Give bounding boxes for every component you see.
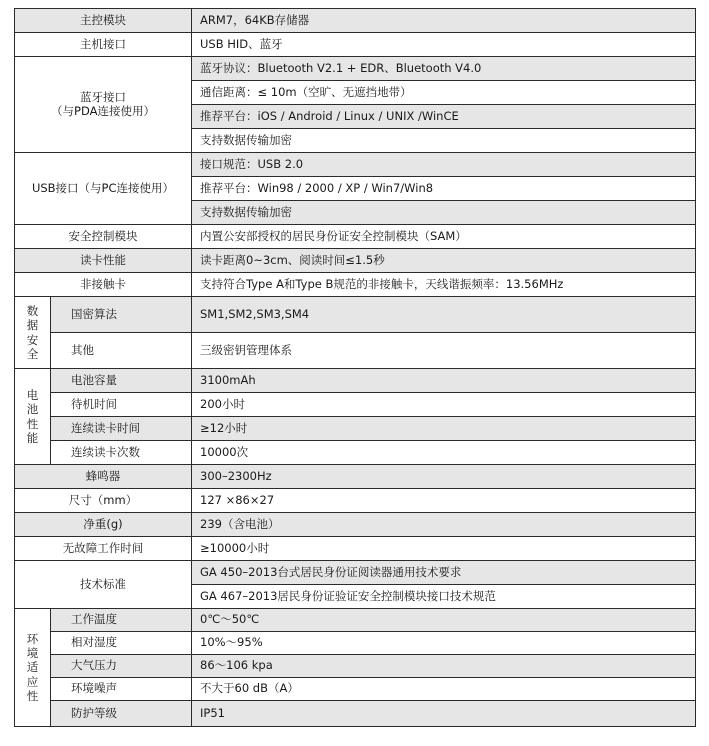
spec-value-cell: 300–2300Hz [192, 465, 696, 489]
spec-value-cell: 内置公安部授权的居民身份证安全控制模块（SAM） [192, 225, 696, 249]
spec-value-cell: 支持符合Type A和Type B规范的非接触卡，天线谐振频率：13.56MHz [192, 273, 696, 297]
group-label-char: 性 [26, 689, 39, 704]
group-label-char: 池 [26, 402, 39, 417]
spec-value-cell: GA 467–2013居民身份证验证安全控制模块接口技术规范 [192, 585, 696, 609]
table-row [15, 537, 696, 561]
label-line: 蓝牙接口 [80, 89, 126, 104]
spec-value-cell: 支持数据传输加密 [192, 129, 696, 153]
table-row [15, 333, 696, 369]
spec-value-cell: IP51 [192, 701, 696, 727]
spec-sub-label-cell: 相对湿度 [51, 632, 192, 655]
spec-value-cell: 推荐平台：iOS / Android / Linux / UNIX /WinCE [192, 105, 696, 129]
spec-value-cell: ≥10000小时 [192, 537, 696, 561]
spec-label-cell: 尺寸（mm） [15, 489, 192, 513]
spec-label-cell: USB接口（与PC连接使用） [15, 153, 192, 225]
spec-label-cell: 主控模块 [15, 9, 192, 33]
group-label-char: 性 [26, 416, 39, 431]
spec-value-cell: 10%～95% [192, 632, 696, 655]
spec-value-cell: 通信距离：≤ 10m（空旷、无遮挡地带） [192, 81, 696, 105]
table-row [15, 57, 696, 81]
table-row [15, 369, 696, 393]
table-row [15, 655, 696, 678]
spec-value-cell: SM1,SM2,SM3,SM4 [192, 297, 696, 333]
group-label-cell [15, 369, 51, 465]
group-label-char: 环 [26, 631, 39, 646]
table-row [15, 513, 696, 537]
table-row [15, 701, 696, 727]
spec-sub-label-cell: 工作温度 [51, 609, 192, 632]
spec-value-cell: 蓝牙协议：Bluetooth V2.1 + EDR、Bluetooth V4.0 [192, 57, 696, 81]
spec-value-cell: 3100mAh [192, 369, 696, 393]
spec-sub-label-cell: 防护等级 [51, 701, 192, 727]
spec-label-cell: 技术标准 [15, 561, 192, 609]
spec-label-cell [15, 57, 192, 153]
group-label-char: 适 [26, 660, 39, 675]
spec-sub-label-cell: 待机时间 [51, 393, 192, 417]
spec-value-cell: 读卡距离0~3cm、阅读时间≤1.5秒 [192, 249, 696, 273]
spec-sub-label-cell: 连续读卡次数 [51, 441, 192, 465]
spec-sub-label-cell: 其他 [51, 333, 192, 369]
group-label-char: 安 [26, 332, 39, 347]
spec-value-cell: 支持数据传输加密 [192, 201, 696, 225]
table-row [15, 225, 696, 249]
table-row [15, 489, 696, 513]
spec-value-cell: 推荐平台：Win98 / 2000 / XP / Win7/Win8 [192, 177, 696, 201]
spec-label-cell: 读卡性能 [15, 249, 192, 273]
table-row [15, 9, 696, 33]
table-row [15, 153, 696, 177]
spec-label-cell: 非接触卡 [15, 273, 192, 297]
spec-table [14, 8, 696, 727]
group-label-char: 据 [26, 318, 39, 333]
spec-value-cell: 127 ×86×27 [192, 489, 696, 513]
table-row [15, 465, 696, 489]
table-row [15, 297, 696, 333]
group-label-char: 全 [26, 346, 39, 361]
table-row [15, 561, 696, 585]
spec-value-cell: 200小时 [192, 393, 696, 417]
group-label-char: 数 [26, 303, 39, 318]
table-row [15, 441, 696, 465]
spec-value-cell: 三级密钥管理体系 [192, 333, 696, 369]
label-line: （与PDA连接使用） [51, 103, 155, 118]
table-row [15, 249, 696, 273]
group-label-char: 能 [26, 430, 39, 445]
spec-value-cell: ARM7，64KB存储器 [192, 9, 696, 33]
spec-label-cell: 无故障工作时间 [15, 537, 192, 561]
spec-sub-label-cell: 环境噪声 [51, 678, 192, 701]
table-row [15, 678, 696, 701]
spec-value-cell: ≥12小时 [192, 417, 696, 441]
spec-value-cell: GA 450–2013台式居民身份证阅读器通用技术要求 [192, 561, 696, 585]
spec-sub-label-cell: 大气压力 [51, 655, 192, 678]
spec-table-body [15, 9, 696, 727]
group-label-cell [15, 609, 51, 727]
spec-label-cell: 蜂鸣器 [15, 465, 192, 489]
table-row [15, 632, 696, 655]
group-label-char: 应 [26, 674, 39, 689]
spec-value-cell: USB HID、蓝牙 [192, 33, 696, 57]
group-label-char: 电 [26, 387, 39, 402]
table-row [15, 417, 696, 441]
spec-value-cell: 不大于60 dB（A） [192, 678, 696, 701]
table-row [15, 393, 696, 417]
spec-value-cell: 10000次 [192, 441, 696, 465]
spec-value-cell: 86～106 kpa [192, 655, 696, 678]
spec-label-cell: 主机接口 [15, 33, 192, 57]
spec-label-cell: 净重(g) [15, 513, 192, 537]
spec-label-cell: 安全控制模块 [15, 225, 192, 249]
spec-sub-label-cell: 连续读卡时间 [51, 417, 192, 441]
spec-sub-label-cell: 电池容量 [51, 369, 192, 393]
group-label-cell [15, 297, 51, 369]
spec-value-cell: 239（含电池） [192, 513, 696, 537]
spec-sub-label-cell: 国密算法 [51, 297, 192, 333]
spec-value-cell: 接口规范：USB 2.0 [192, 153, 696, 177]
table-row [15, 33, 696, 57]
group-label-char: 境 [26, 645, 39, 660]
table-row [15, 273, 696, 297]
spec-value-cell: 0℃～50℃ [192, 609, 696, 632]
table-row [15, 609, 696, 632]
